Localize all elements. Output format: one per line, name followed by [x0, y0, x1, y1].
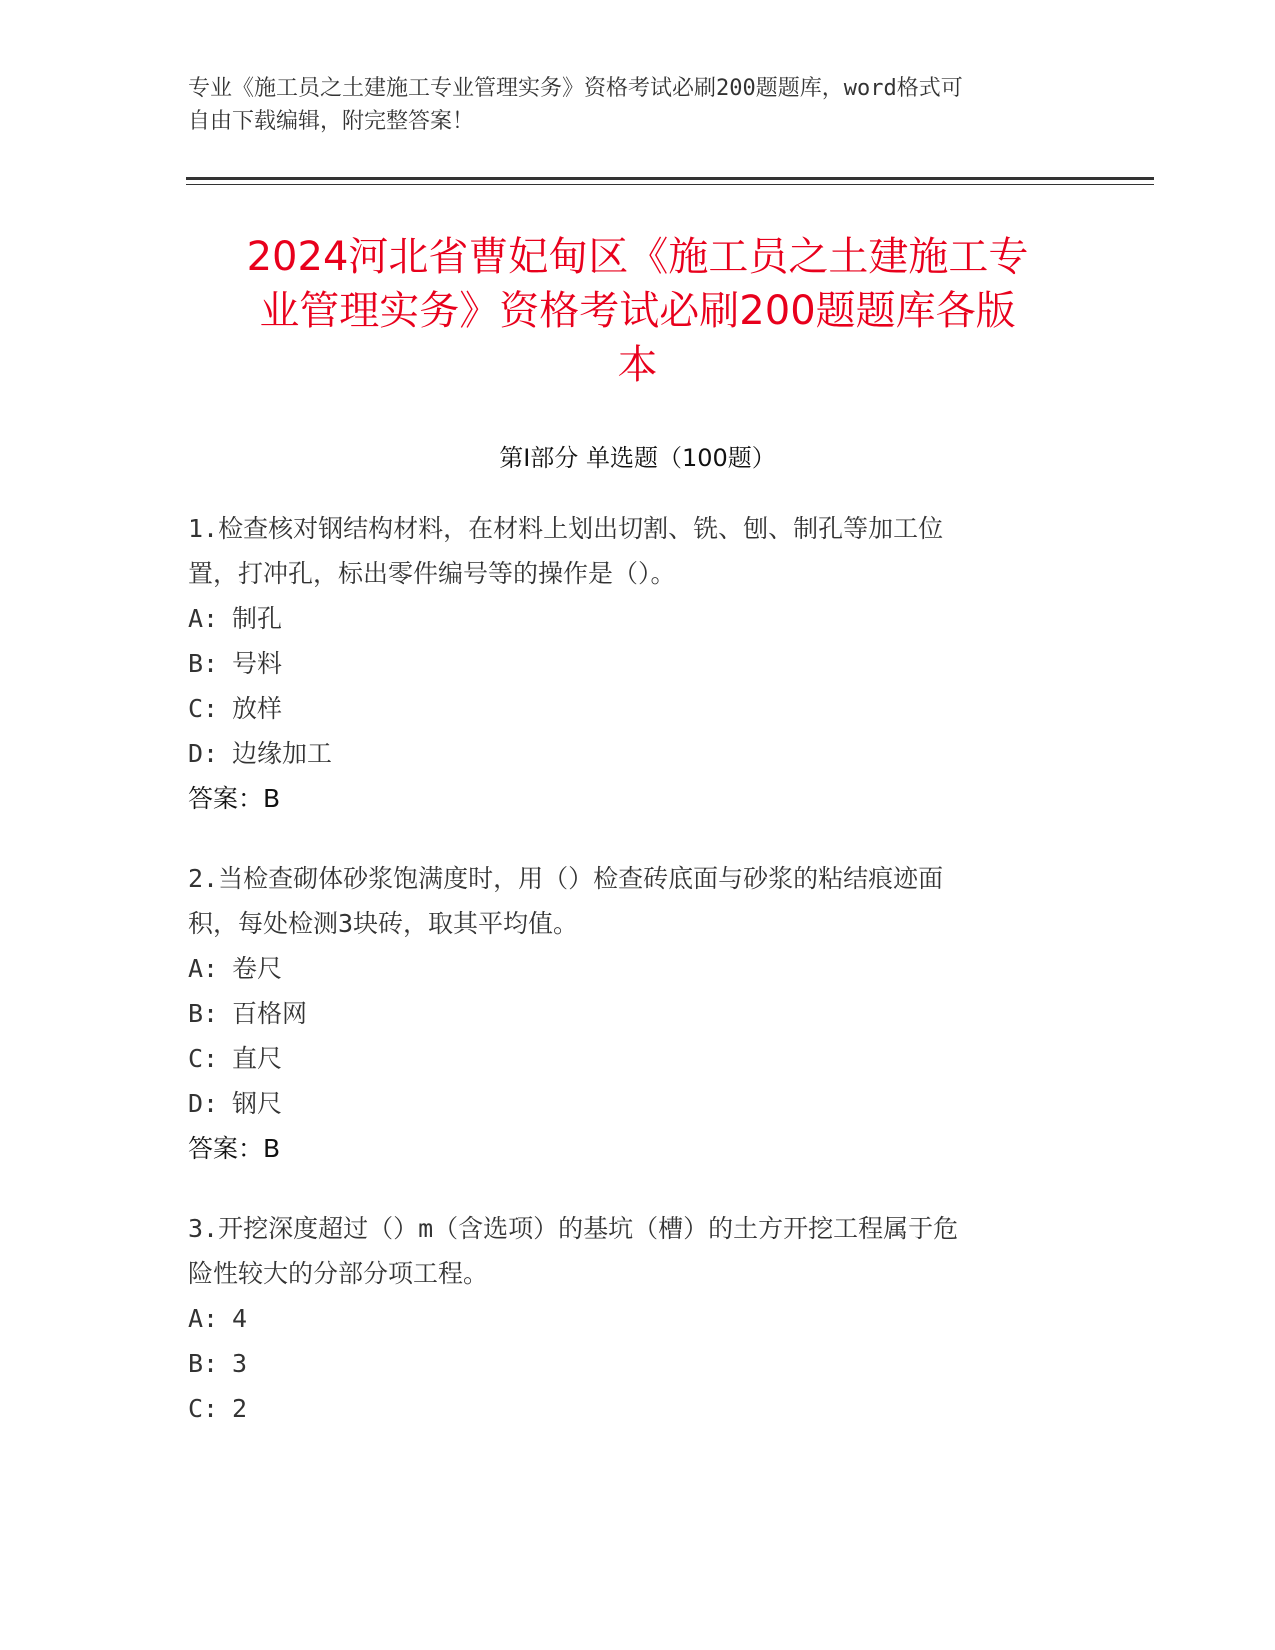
option-text: 放样 [232, 694, 283, 723]
option-b [188, 641, 1078, 686]
title-line: 2024河北省曹妃甸区《施工员之土建施工专 [246, 234, 1029, 280]
header-note-line: 自由下载编辑，附完整答案！ [188, 109, 475, 134]
question-stem-line: 险性较大的分部分项工程。 [188, 1259, 489, 1288]
answer-line: 答案：B [188, 1134, 281, 1163]
title-line: 本 [617, 342, 658, 388]
answer-line: 答案：B [188, 784, 281, 813]
header-divider-thick [186, 177, 1154, 180]
question-2 [188, 856, 1078, 1171]
option-a [188, 596, 1078, 641]
option-letter: C: [188, 694, 219, 723]
option-text: 3 [232, 1349, 248, 1378]
question-stem [188, 1206, 1078, 1296]
question-3 [188, 1206, 1078, 1431]
question-1 [188, 506, 1078, 821]
option-letter: D: [188, 739, 219, 768]
option-letter: B: [188, 999, 219, 1028]
option-letter: A: [188, 604, 219, 633]
option-a [188, 1296, 1078, 1341]
option-text: 4 [232, 1304, 248, 1333]
option-letter: B: [188, 649, 219, 678]
option-letter: A: [188, 1304, 219, 1333]
option-c [188, 1386, 1078, 1431]
option-d [188, 731, 1078, 776]
title-line: 业管理实务》资格考试必刷200题题库各版 [259, 288, 1016, 334]
header-note [188, 72, 1068, 138]
option-text: 2 [232, 1394, 248, 1423]
question-stem [188, 506, 1078, 596]
option-c [188, 1036, 1078, 1081]
option-text: 百格网 [232, 999, 308, 1028]
option-text: 制孔 [232, 604, 283, 633]
question-stem-line: 2.当检查砌体砂浆饱满度时，用（）检查砖底面与砂浆的粘结痕迹面 [188, 864, 944, 893]
question-stem [188, 856, 1078, 946]
option-text: 钢尺 [232, 1089, 283, 1118]
document-title [180, 230, 1095, 392]
option-c [188, 686, 1078, 731]
option-letter: C: [188, 1394, 219, 1423]
question-stem-line: 积，每处检测3块砖，取其平均值。 [188, 909, 579, 938]
question-stem-line: 置，打冲孔，标出零件编号等的操作是（）。 [188, 559, 676, 588]
option-a [188, 946, 1078, 991]
question-stem-line: 1.检查核对钢结构材料，在材料上划出切割、铣、刨、制孔等加工位 [188, 514, 944, 543]
option-text: 号料 [232, 649, 283, 678]
option-b [188, 1341, 1078, 1386]
option-b [188, 991, 1078, 1036]
header-note-line: 专业《施工员之土建施工专业管理实务》资格考试必刷200题题库，word格式可 [188, 76, 963, 101]
option-text: 直尺 [232, 1044, 283, 1073]
option-letter: D: [188, 1089, 219, 1118]
section-title: 第Ⅰ部分 单选题（100题） [499, 444, 776, 472]
question-stem-line: 3.开挖深度超过（）m（含选项）的基坑（槽）的土方开挖工程属于危 [188, 1214, 959, 1243]
option-letter: A: [188, 954, 219, 983]
option-d [188, 1081, 1078, 1126]
header-divider-thin [186, 184, 1154, 185]
option-text: 边缘加工 [232, 739, 333, 768]
option-letter: B: [188, 1349, 219, 1378]
option-text: 卷尺 [232, 954, 283, 983]
option-letter: C: [188, 1044, 219, 1073]
